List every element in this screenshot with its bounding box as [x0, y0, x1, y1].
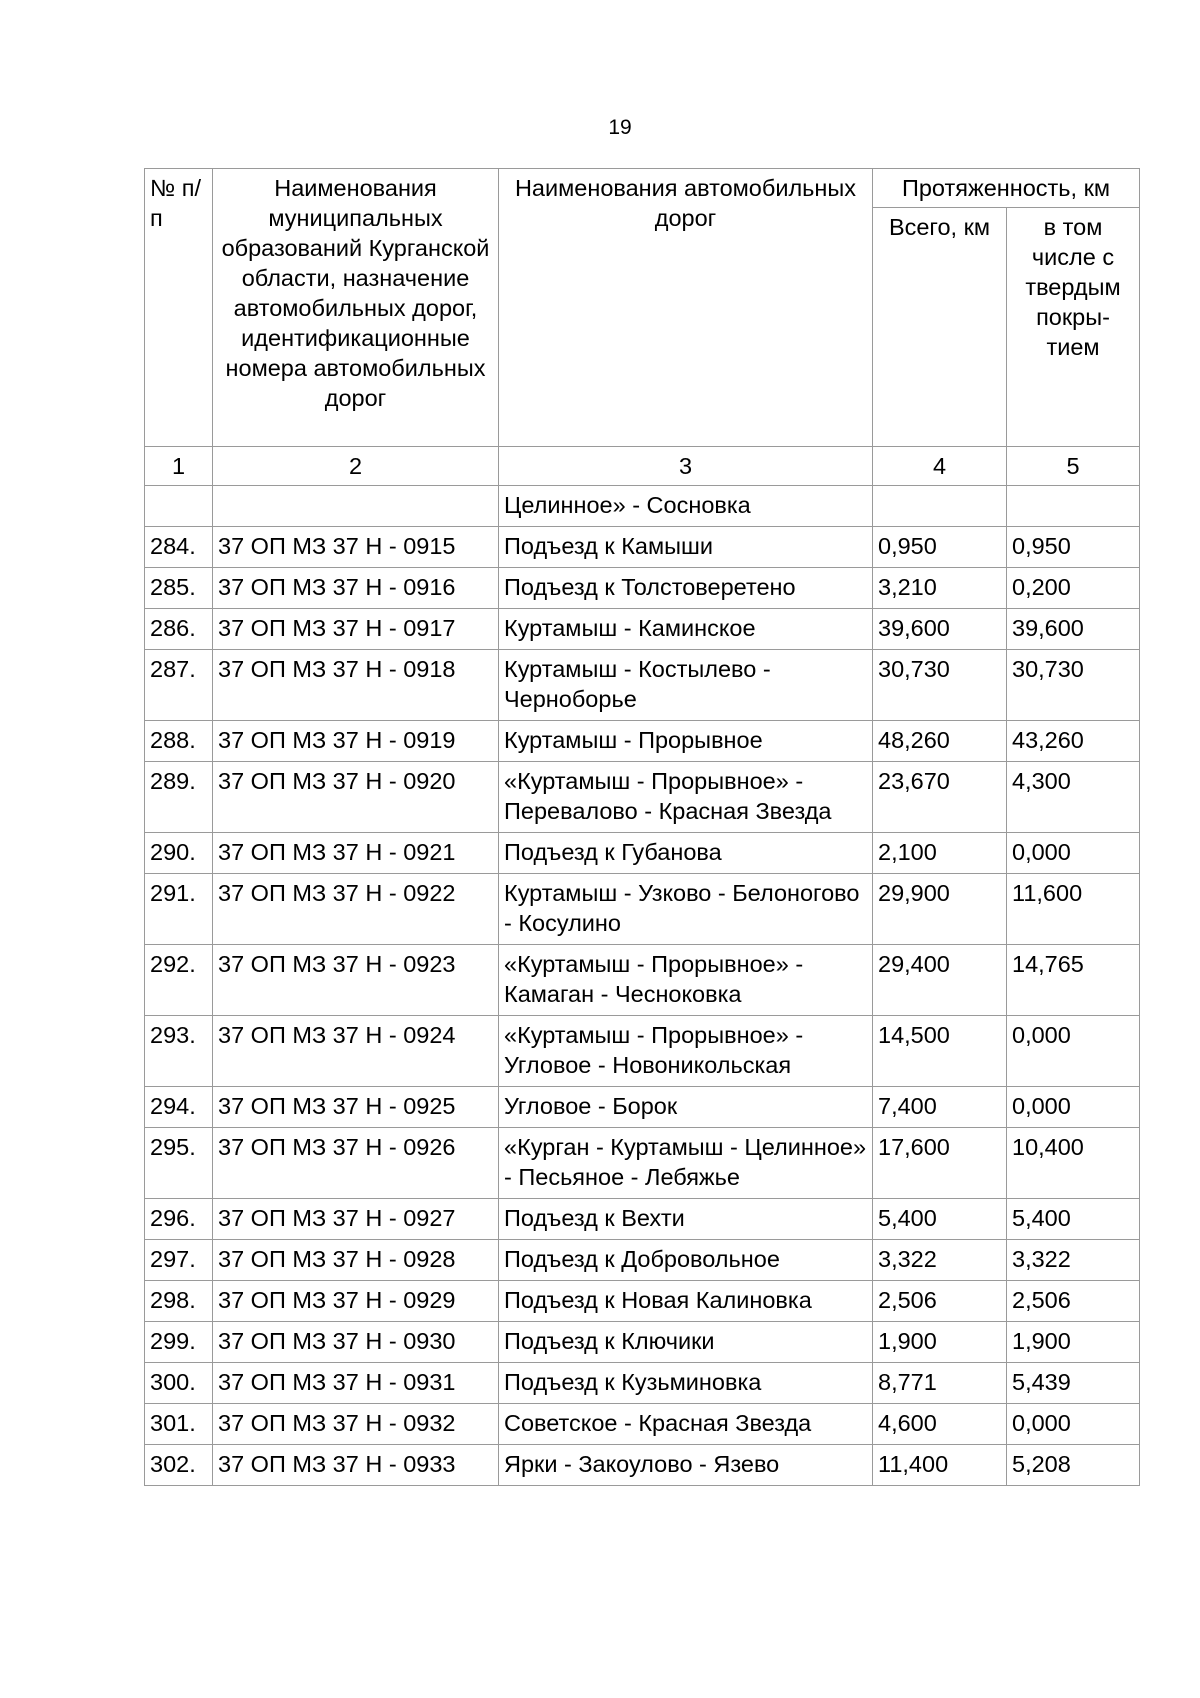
length-total: 30,730	[873, 650, 1007, 721]
road-name: Подъезд к Новая Калиновка	[499, 1281, 873, 1322]
road-id: 37 ОП МЗ 37 Н - 0928	[213, 1240, 499, 1281]
length-total: 29,400	[873, 945, 1007, 1016]
table-row	[145, 609, 1140, 650]
table-row	[145, 650, 1140, 721]
row-number: 290.	[145, 833, 213, 874]
length-total: 2,506	[873, 1281, 1007, 1322]
length-hard-surface	[1007, 486, 1140, 527]
table-row	[145, 721, 1140, 762]
header-length: Протяженность, км	[873, 169, 1140, 208]
length-total: 4,600	[873, 1404, 1007, 1445]
road-id: 37 ОП МЗ 37 Н - 0927	[213, 1199, 499, 1240]
length-total: 23,670	[873, 762, 1007, 833]
table-header	[145, 169, 1140, 486]
road-name: Куртамыш - Каминское	[499, 609, 873, 650]
length-hard-surface: 11,600	[1007, 874, 1140, 945]
road-name: Подъезд к Кузьминовка	[499, 1363, 873, 1404]
road-id: 37 ОП МЗ 37 Н - 0922	[213, 874, 499, 945]
row-number: 284.	[145, 527, 213, 568]
length-hard-surface: 0,200	[1007, 568, 1140, 609]
row-number: 301.	[145, 1404, 213, 1445]
length-hard-surface: 30,730	[1007, 650, 1140, 721]
column-index: 1	[145, 447, 213, 486]
table-row	[145, 1016, 1140, 1087]
road-id: 37 ОП МЗ 37 Н - 0930	[213, 1322, 499, 1363]
length-total	[873, 486, 1007, 527]
table-row	[145, 1087, 1140, 1128]
length-total: 3,322	[873, 1240, 1007, 1281]
length-total: 1,900	[873, 1322, 1007, 1363]
road-name: Ярки - Закоулово - Язево	[499, 1445, 873, 1486]
road-id: 37 ОП МЗ 37 Н - 0926	[213, 1128, 499, 1199]
row-number: 294.	[145, 1087, 213, 1128]
column-index: 4	[873, 447, 1007, 486]
page-number: 19	[608, 116, 632, 139]
road-name: Подъезд к Ключики	[499, 1322, 873, 1363]
length-hard-surface: 0,000	[1007, 833, 1140, 874]
table-row	[145, 1199, 1140, 1240]
road-id	[213, 486, 499, 527]
row-number: 288.	[145, 721, 213, 762]
length-total: 29,900	[873, 874, 1007, 945]
column-index: 5	[1007, 447, 1140, 486]
length-hard-surface: 5,400	[1007, 1199, 1140, 1240]
row-number	[145, 486, 213, 527]
road-id: 37 ОП МЗ 37 Н - 0915	[213, 527, 499, 568]
column-index: 2	[213, 447, 499, 486]
row-number: 300.	[145, 1363, 213, 1404]
length-total: 8,771	[873, 1363, 1007, 1404]
row-number: 292.	[145, 945, 213, 1016]
road-name: Советское - Красная Звезда	[499, 1404, 873, 1445]
road-name: Подъезд к Губанова	[499, 833, 873, 874]
table-body	[145, 486, 1140, 1486]
road-name: Подъезд к Толстоверетено	[499, 568, 873, 609]
header-municipality: Наименования муниципальных образований Курганской области, назначение автомобильных дорог, идентификационные номера автомобильных дорог	[213, 169, 499, 447]
row-number: 289.	[145, 762, 213, 833]
length-total: 39,600	[873, 609, 1007, 650]
length-total: 14,500	[873, 1016, 1007, 1087]
row-number: 287.	[145, 650, 213, 721]
column-index-row	[145, 447, 1140, 486]
road-id: 37 ОП МЗ 37 Н - 0932	[213, 1404, 499, 1445]
road-id: 37 ОП МЗ 37 Н - 0918	[213, 650, 499, 721]
table-row	[145, 1363, 1140, 1404]
road-name: Подъезд к Добровольное	[499, 1240, 873, 1281]
row-number: 285.	[145, 568, 213, 609]
length-hard-surface: 2,506	[1007, 1281, 1140, 1322]
road-name: Куртамыш - Узково - Белоногово - Косулино	[499, 874, 873, 945]
table-row	[145, 1445, 1140, 1486]
length-total: 48,260	[873, 721, 1007, 762]
road-id: 37 ОП МЗ 37 Н - 0923	[213, 945, 499, 1016]
length-hard-surface: 39,600	[1007, 609, 1140, 650]
row-number: 298.	[145, 1281, 213, 1322]
column-index: 3	[499, 447, 873, 486]
table-row	[145, 1240, 1140, 1281]
road-id: 37 ОП МЗ 37 Н - 0924	[213, 1016, 499, 1087]
length-total: 11,400	[873, 1445, 1007, 1486]
row-number: 297.	[145, 1240, 213, 1281]
length-hard-surface: 3,322	[1007, 1240, 1140, 1281]
length-hard-surface: 14,765	[1007, 945, 1140, 1016]
continuation-row	[145, 486, 1140, 527]
header-hard-surface: в том числе с твердым покры-тием	[1007, 208, 1140, 447]
row-number: 293.	[145, 1016, 213, 1087]
length-total: 3,210	[873, 568, 1007, 609]
road-name: Угловое - Борок	[499, 1087, 873, 1128]
road-name: «Куртамыш - Прорывное» - Перевалово - Красная Звезда	[499, 762, 873, 833]
road-id: 37 ОП МЗ 37 Н - 0931	[213, 1363, 499, 1404]
length-hard-surface: 43,260	[1007, 721, 1140, 762]
length-hard-surface: 4,300	[1007, 762, 1140, 833]
length-total: 7,400	[873, 1087, 1007, 1128]
length-hard-surface: 0,000	[1007, 1016, 1140, 1087]
road-name: «Куртамыш - Прорывное» - Угловое - Новоникольская	[499, 1016, 873, 1087]
road-name: «Куртамыш - Прорывное» - Камаган - Чесноковка	[499, 945, 873, 1016]
road-id: 37 ОП МЗ 37 Н - 0925	[213, 1087, 499, 1128]
roads-table	[144, 168, 1140, 1486]
table-row	[145, 1128, 1140, 1199]
road-id: 37 ОП МЗ 37 Н - 0919	[213, 721, 499, 762]
road-id: 37 ОП МЗ 37 Н - 0916	[213, 568, 499, 609]
table-row	[145, 568, 1140, 609]
header-road-name: Наименования автомобильных дорог	[499, 169, 873, 447]
road-name: «Курган - Куртамыш - Целинное» - Песьяное - Лебяжье	[499, 1128, 873, 1199]
row-number: 296.	[145, 1199, 213, 1240]
length-hard-surface: 5,208	[1007, 1445, 1140, 1486]
row-number: 299.	[145, 1322, 213, 1363]
road-name: Куртамыш - Костылево - Черноборье	[499, 650, 873, 721]
road-name: Подъезд к Вехти	[499, 1199, 873, 1240]
road-name: Куртамыш - Прорывное	[499, 721, 873, 762]
road-name: Целинное» - Сосновка	[499, 486, 873, 527]
row-number: 295.	[145, 1128, 213, 1199]
header-num: № п/п	[145, 169, 213, 447]
length-total: 17,600	[873, 1128, 1007, 1199]
length-hard-surface: 1,900	[1007, 1322, 1140, 1363]
row-number: 286.	[145, 609, 213, 650]
length-total: 0,950	[873, 527, 1007, 568]
length-total: 5,400	[873, 1199, 1007, 1240]
length-total: 2,100	[873, 833, 1007, 874]
length-hard-surface: 0,950	[1007, 527, 1140, 568]
table-row	[145, 1404, 1140, 1445]
row-number: 291.	[145, 874, 213, 945]
road-id: 37 ОП МЗ 37 Н - 0933	[213, 1445, 499, 1486]
length-hard-surface: 10,400	[1007, 1128, 1140, 1199]
table-row	[145, 762, 1140, 833]
road-id: 37 ОП МЗ 37 Н - 0917	[213, 609, 499, 650]
header-total: Всего, км	[873, 208, 1007, 447]
road-id: 37 ОП МЗ 37 Н - 0929	[213, 1281, 499, 1322]
table-row	[145, 1281, 1140, 1322]
table-row	[145, 527, 1140, 568]
length-hard-surface: 5,439	[1007, 1363, 1140, 1404]
road-id: 37 ОП МЗ 37 Н - 0920	[213, 762, 499, 833]
road-id: 37 ОП МЗ 37 Н - 0921	[213, 833, 499, 874]
length-hard-surface: 0,000	[1007, 1404, 1140, 1445]
table-row	[145, 874, 1140, 945]
table-row	[145, 945, 1140, 1016]
table-row	[145, 1322, 1140, 1363]
length-hard-surface: 0,000	[1007, 1087, 1140, 1128]
table-row	[145, 833, 1140, 874]
row-number: 302.	[145, 1445, 213, 1486]
road-name: Подъезд к Камыши	[499, 527, 873, 568]
